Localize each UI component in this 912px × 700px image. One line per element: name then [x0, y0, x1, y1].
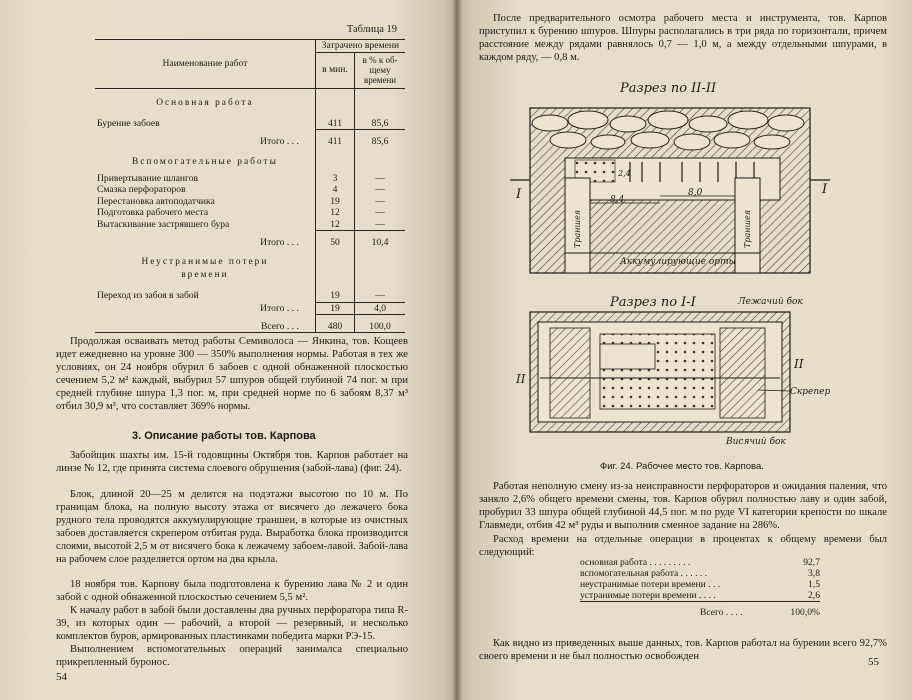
- trench-label: Траншея: [573, 209, 582, 248]
- section-ii-ii: [510, 108, 830, 273]
- row-name: Бурение забоев: [97, 117, 160, 129]
- time-summary-list: [580, 557, 820, 618]
- row-pct: —: [355, 196, 405, 208]
- row-min: 12: [315, 207, 354, 219]
- section-title: Вспомогательные работы: [131, 157, 278, 167]
- paragraph: Расход времени на отдельные операции в процентах к общему времени был следующий:: [479, 534, 887, 558]
- section-mark: I: [516, 187, 522, 202]
- total-label: Итого . . .: [260, 135, 299, 147]
- table-header-pct: в % к об- щему времени: [355, 52, 405, 88]
- total-pct: 10,4: [355, 237, 405, 249]
- table-caption: Таблица 19: [346, 24, 397, 35]
- row-pct: —: [355, 290, 405, 302]
- section-bottom-label: Разрез по I-I: [610, 295, 696, 310]
- table-header-name: Наименование работ: [95, 40, 315, 89]
- dimension-label: 8,4: [610, 195, 625, 205]
- paragraph: 18 ноября тов. Карпову была подготовлена к бурению лава № 2 и один забой с одной обнаженной плоскостью сечением 5,5 м².: [56, 579, 408, 603]
- row-min: 12: [315, 219, 354, 231]
- paragraph: Как видно из приведенных выше данных, тов. Карпов работал на бурении всего 92,7% своего времени и не был полностью освобожден: [479, 638, 887, 662]
- page-number: 54: [56, 671, 67, 683]
- figure-caption: Фиг. 24. Рабочее место тов. Карпова.: [600, 461, 764, 472]
- table-header-time: Затрачено времени: [315, 40, 405, 53]
- list-item: неустранимые потери времени . . . 1,5: [580, 579, 820, 590]
- total-pct: 4,0: [355, 302, 405, 315]
- row-min: 4: [315, 184, 354, 196]
- book-gutter: [452, 0, 462, 700]
- paragraph: Продолжая осваивать метод работы Семиволоса — Янкина, тов. Кощеев идет ежедневно на уровне 300 — 350% выполнения нормы. Работая в тех же условиях, он 24 ноября обурил 6 забоев с одной обнаженной плоскостью сечением 5,2 м² каждый, выбурил 57 шпуров общей глубиной 74 пог. м при средней глубине шпура 1,3 пог. м, при средней норме по 6 забоям 8,37 м³ отбил 30,9 м³, что составляет 369% нормы.: [56, 336, 408, 412]
- row-pct: —: [355, 184, 405, 196]
- grand-total-pct: 100,0: [355, 321, 405, 333]
- paragraph: Работая неполную смену из-за неисправности перфораторов и ожидания паления, что заняло 2,6% общего времени смены, тов. Карпов обурил полностью лаву и один забой, пробурил 33 шпура общей глубиной 44,5 пог. м по руде VI категории крепости по шкале Главмеди, отбив 42 м³ руды и выполнив сменное задание на 286%.: [479, 481, 887, 531]
- row-name: Переход из забоя в забой: [97, 290, 199, 302]
- trench-label: Траншея: [743, 209, 752, 248]
- row-pct: —: [355, 207, 405, 219]
- total-min: 19: [315, 302, 354, 315]
- list-item: вспомогательная работа . . . . . . 3,8: [580, 568, 820, 579]
- section-mark: I: [822, 182, 828, 197]
- row-name: Смазка перфораторов: [97, 184, 186, 195]
- total-pct: 85,6: [355, 136, 405, 148]
- row-min: 19: [315, 290, 354, 302]
- section-i-i: [515, 312, 830, 432]
- scraper-label: Скрепер: [790, 387, 831, 397]
- dimension-label: 8,0: [688, 188, 703, 198]
- row-name: Привертывание шлангов: [97, 172, 199, 184]
- total-label: Итого . . .: [260, 236, 299, 248]
- paragraph: Блок, длиной 20—25 м делится на подэтажи высотою по 10 м. По границам блока, на полную высоту этажа от висячего до лежачего бока рудного тела проводятся аккумулирующие траншеи, в которые из очистных забоев доставляется скрепером отбитая руда. Выработка блока производится слоями, высотой 2,5 м от висячего бока к лежачему забоем-лавой. Забой-лава на рабочем слое разделяется ортом на два крыла.: [56, 489, 408, 565]
- row-min: 19: [315, 196, 354, 208]
- section-heading: 3. Описание работы тов. Карпова: [132, 430, 316, 442]
- paragraph: Забойщик шахты им. 15-й годовщины Октября тов. Карпов работает на линзе № 12, где принята система слоевого обрушения (забой-лава) (фиг. 24).: [56, 450, 408, 474]
- paragraph: После предварительного осмотра рабочего места и инструмента, тов. Карпов приступил к бурению шпуров. Шпуры располагались в три ряда по горизонтали, причем расстояние между рядами равнялось 0,7 — 1,0 м, а между отдельными шпурами, в каждом ряду, — 0,8 м.: [479, 13, 887, 63]
- grand-total-label: Всего . . .: [260, 320, 299, 332]
- row-pct: 85,6: [355, 118, 405, 130]
- total-label: Итого . . .: [260, 302, 299, 314]
- list-item: устранимые потери времени . . . . 2,6: [580, 590, 820, 601]
- table-header-min: в мин.: [315, 52, 354, 88]
- row-pct: —: [355, 219, 405, 231]
- section-title: Основная работа: [156, 98, 254, 108]
- row-name: Подготовка рабочего места: [97, 207, 209, 218]
- lying-side-label: Лежачий бок: [738, 297, 803, 307]
- hanging-side-label: Висячий бок: [726, 437, 786, 447]
- section-title: Неустранимые потери времени: [141, 257, 269, 280]
- total-min: 50: [315, 237, 354, 249]
- page-number: 55: [868, 656, 879, 668]
- row-min: 411: [315, 118, 354, 130]
- total-min: 411: [315, 136, 354, 148]
- summary-total: Всего . . . . 100,0%: [700, 607, 820, 618]
- grand-total-min: 480: [315, 321, 354, 333]
- section-mark: II: [516, 372, 526, 386]
- row-name: Вытаскивание застрявшего бура: [97, 218, 230, 230]
- figure-24: [510, 78, 840, 458]
- row-name: Перестановка автоподатчика: [97, 195, 215, 207]
- section-mark: II: [794, 357, 804, 371]
- list-item: основная работа . . . . . . . . . 92,7: [580, 557, 820, 568]
- accumulating-label: Аккумулирующие орты: [620, 257, 736, 267]
- row-pct: —: [355, 173, 405, 185]
- paragraph: Выполнением вспомогательных операций занималса специально прикрепленный буронос.: [56, 644, 408, 668]
- dimension-label: 2,4: [618, 169, 631, 178]
- row-min: 3: [315, 173, 354, 185]
- paragraph: К началу работ в забой были доставлены два ручных перфоратора типа R-39, из которых один — рабочий, а второй — резервный, и несколько комплектов буров, армированных пластинками победита марки РЭ-15.: [56, 605, 408, 642]
- section-top-label: Разрез по II-II: [620, 81, 717, 96]
- time-table: [95, 39, 405, 333]
